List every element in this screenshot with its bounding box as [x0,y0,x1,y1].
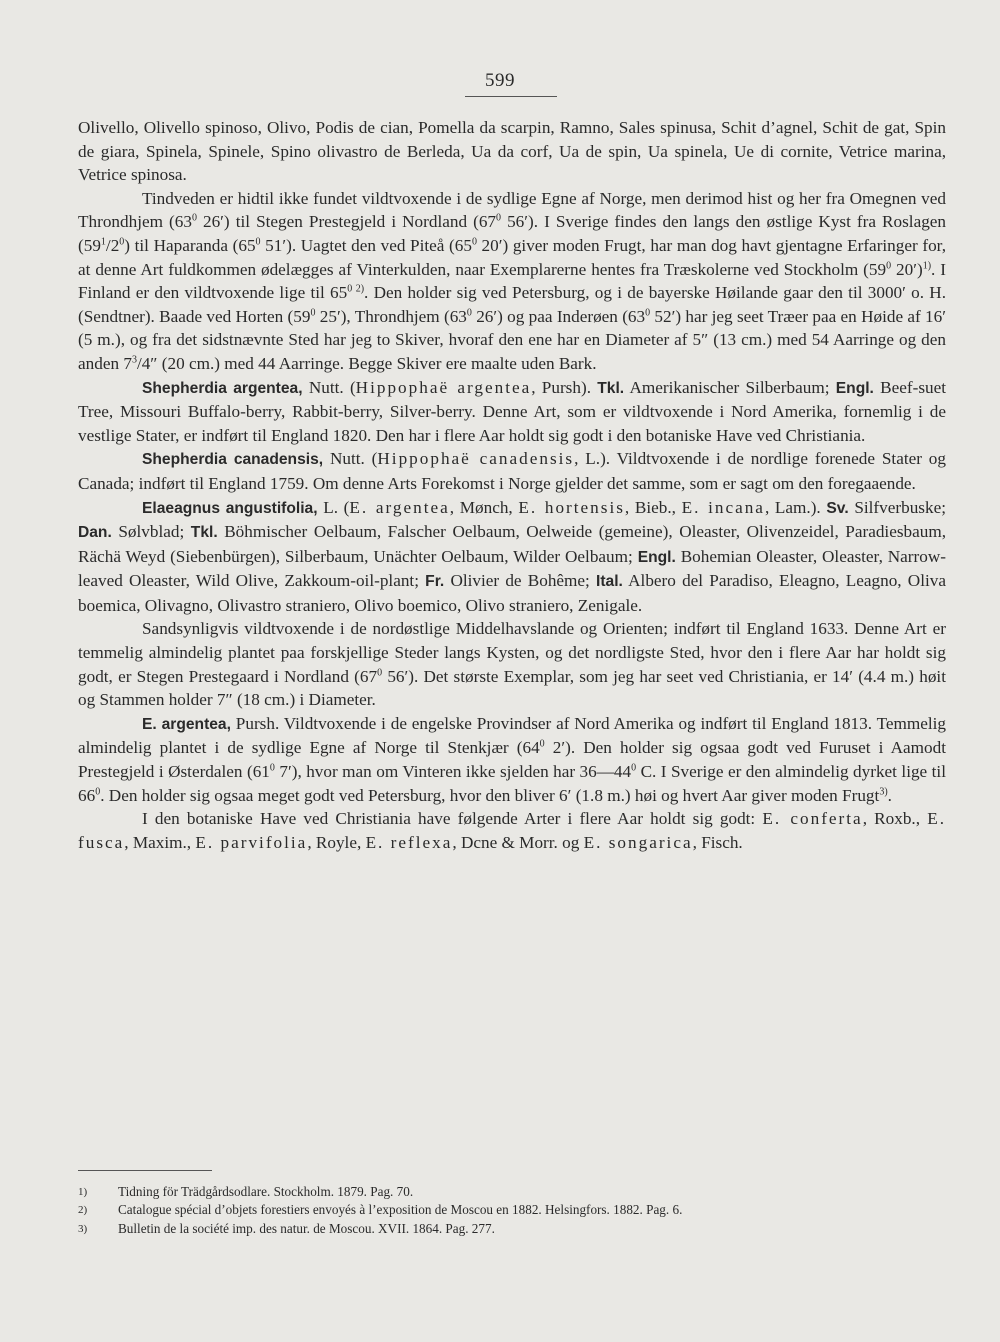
body-text [78,116,946,854]
text-run: L. ( [317,497,350,517]
text-run: Tindveden er hidtil ikke fundet vildtvoxende i de sydlige Egne af Norge, men derimod hist og her fra Omegnen ved Throndhjem (63 [78,188,946,232]
superscript: 0 [255,236,261,248]
text-run: 56′). Det største Exemplar, som jeg har seet ved Christiania, er 14′ (4.4 m.) høit og Stammen holder 7″ (18 cm.) i Diameter. [78,666,946,710]
bold-term: Engl. [637,548,676,566]
text-run: , Lam.). [764,497,827,517]
text-run: 52′) har jeg seet Træer paa en Høide af 16′ (5 m.), og fra det sidstnævnte Sted har jeg to Skiver, hvoraf den ene har en Diameter af 5″ (13 cm.) med 54 Aarringe og den anden 7 [78,306,946,373]
text-run: 2′). Den holder sig ogsaa godt ved Furuset i Aamodt Prestegjeld i Østerdalen (61 [78,738,946,782]
superscript: 0 [466,307,472,319]
spaced-term: E. parvifolia [195,832,308,852]
footnote-mark: 3) [78,1222,88,1235]
spaced-term: Hippophaë canadensis [377,449,575,469]
paragraph-botaniske-have [78,807,946,854]
spaced-term: E. fusca [78,809,946,852]
footnote [78,1183,946,1201]
spaced-term: E. songarica [583,832,693,852]
superscript: 0 [631,762,637,774]
text-run: Beef-suet Tree, Missouri Buffalo-berry, Rabbit-berry, Silver-berry. Denne Art, som er vildtvoxende i Nord Amerika, fornemlig i de vestlige Stater, er indført til England 1820. Den har i flere Aar holdt sig godt i den botaniske Have ved Christiania. [78,377,947,445]
bold-term: Tkl. [190,524,218,542]
text-run: Amerikanischer Silberbaum; [624,377,836,397]
superscript: 0 [471,236,477,248]
superscript: 0 [95,785,101,797]
spaced-term: E. reflexa [365,832,453,852]
text-run: . [887,785,892,805]
text-run: 51′). Uagtet den ved Piteå (65 [260,235,472,255]
spaced-term: Hippophaë argentea [355,377,532,397]
text-run: 26′) til Stegen Prestegjeld i Nordland (67 [196,212,497,232]
text-run: Silfverbuske; [848,497,946,517]
text-run: . Den holder sig ved Petersburg, og i de bayerske Høilande gaar den til 3000′ o. H. (Sendtner). Baade ved Horten (59 [78,283,946,326]
text-run: Nutt. ( [302,377,356,397]
text-run: Olivier de Bohême; [444,571,597,591]
bold-term: Elaeagnus angustifolia, [142,499,318,517]
text-run: 25′), Throndhjem (63 [315,306,467,326]
footnotes [78,1183,946,1238]
superscript: 0 [191,212,197,224]
text-run: /4″ (20 cm.) med 44 Aarringe. Begge Skiver ere maalte uden Bark. [136,353,597,373]
text-run: , Roxb., [862,809,928,829]
text-run: C. I Sverige er den almindelig dyrket lige til 66 [78,762,946,805]
text-run: . Den holder sig ogsaa meget godt ved Petersburg, hvor den bliver 6′ (1.8 m.) høi og hvert Aar giver moden Frugt [100,785,880,805]
superscript: 0 [645,307,651,319]
text-run: Olivello, Olivello spinoso, Olivo, Podis de cian, Pomella da scarpin, Ramno, Sales spinusa, Schit d’agnel, Schit de gat, Spin de giara, Spinela, Spinele, Spino olivastro de Berleda, Ua da corf, Ua de spin, Ua spinela, Ue di cornite, Vetrice marina, Vetrice spinosa. [78,118,946,185]
paragraph-olivello [78,116,946,187]
superscript: 0 [377,666,383,678]
footnote-text: Catalogue spécial d’objets forestiers envoyés à l’exposition de Moscou en 1882. Helsingfors. 1882. Pag. 6. [118,1202,683,1218]
bold-term: Shepherdia argentea, [142,379,303,397]
bold-term: Dan. [78,524,112,542]
footnote-text: Tidning för Trädgårdsodlare. Stockholm. 1879. Pag. 70. [118,1184,414,1199]
page-number: 599 [485,70,515,91]
text-run: Pursh. Vildtvoxende i de engelske Provindser af Nord Amerika og indført til England 1813. Temmelig almindelig plantet i de sydlige Egne af Norge til Stenkjær (64 [78,713,947,758]
text-run: , L.). Vildtvoxende i de nordlige forenede Stater og Canada; indført til England 1759. Om denne Arts Forekomst i Norge gjelder det samme, som er sagt om den foregaaende. [78,449,946,493]
text-run: Sandsynligvis vildtvoxende i de nordøstlige Middelhavslande og Orienten; indført til England 1633. Denne Art er temmelig almindelig plantet paa forskjellige Steder langs Kysten, og det nordligste Sted, hvor den i flere Aar har holdt sig godt, er Stegen Prestegaard i Nordland (67 [78,619,946,686]
text-run: , Bieb., [624,497,682,517]
superscript: 0 [539,738,545,750]
superscript: 0 [269,762,275,774]
superscript: 3 [131,354,137,366]
footnote [78,1220,946,1238]
paragraph-shepherdia-canadensis [78,447,946,495]
text-run: ) til Haparanda (65 [124,235,256,255]
text-run: Bohemian Oleaster, Oleaster, Narrow-leaved Oleaster, Wild Olive, Zakkoum-oil-plant; [78,546,946,591]
paragraph-elaeagnus-angustifolia [78,496,946,618]
text-run: , Maxim., [124,832,196,852]
bold-term: Engl. [835,379,874,397]
bold-term: Tkl. [597,379,625,397]
text-run: , Fisch. [692,832,743,852]
text-run: , Mønch, [449,497,519,517]
footnote-text: Bulletin de la société imp. des natur. de Moscou. XVII. 1864. Pag. 277. [118,1220,495,1236]
footnote-rule [78,1170,212,1171]
footnote-mark: 2) [78,1204,88,1217]
text-run: 26′) og paa Inderøen (63 [471,306,646,326]
text-run: Nutt. ( [323,449,378,469]
text-run: 20′) [891,259,923,279]
text-run: I den botaniske Have ved Christiania have følgende Arter i flere Aar holdt sig godt: [142,809,763,829]
text-run: Albero del Paradiso, Eleagno, Leagno, Oliva boemica, Olivagno, Olivastro straniero, Olivo boemico, Olivo straniero, Zenigale. [78,571,946,615]
paragraph-e-argentea [78,712,946,807]
superscript: 0 [119,236,125,248]
superscript: 3) [879,785,888,797]
superscript: 0 [347,283,353,295]
superscript: 0 [886,259,892,271]
bold-term: Shepherdia canadensis, [142,451,324,469]
text-run: 20′) giver moden Frugt, har man dog havt gjentagne Erfaringer for, at denne Art fuldkommen ødelægges af Vinterkulden, naar Exemplarerne hentes fra Træskolerne ved Stockholm (59 [78,235,946,279]
bold-term: Fr. [425,573,445,591]
spaced-term: E. hortensis [518,497,625,517]
footnote-mark: 1) [78,1186,88,1198]
superscript: 0 [310,307,316,319]
superscript: 1) [922,259,932,271]
text-run: , Dcne & Morr. og [452,832,584,852]
spaced-term: E. argentea [349,497,450,517]
text-run: , Pursh). [531,377,598,397]
text-run: /2 [105,235,120,255]
superscript: 2) [352,283,365,295]
footnote [78,1201,946,1219]
page-number-rule [465,96,557,97]
text-run: . I Finland er den vildtvoxende lige til 65 [78,259,946,303]
paragraph-sandsynligvis [78,617,946,711]
text-run: 56′). I Sverige findes den langs den østlige Kyst fra Roslagen (59 [78,212,947,255]
spaced-term: E. conferta [762,809,863,829]
text-run: Böhmischer Oelbaum, Falscher Oelbaum, Oelweide (gemeine), Oleaster, Olivenzeidel, Paradiesbaum, Rächä Weyd (Siebenbürgen), Silberbaum, Unächter Oelbaum, Wilder Oelbaum; [78,522,946,566]
text-run: Sølvblad; [111,522,191,542]
bold-term: Sv. [826,499,849,517]
text-run: 7′), hvor man om Vinteren ikke sjelden har 36—44 [274,762,632,782]
paragraph-shepherdia-argentea [78,376,946,448]
bold-term: E. argentea, [142,715,231,733]
text-run: , Royle, [307,832,366,852]
spaced-term: E. incana [681,497,765,517]
superscript: 0 [496,212,502,224]
paragraph-tindveden [78,187,946,376]
bold-term: Ital. [596,573,623,591]
superscript: 1 [100,236,106,248]
